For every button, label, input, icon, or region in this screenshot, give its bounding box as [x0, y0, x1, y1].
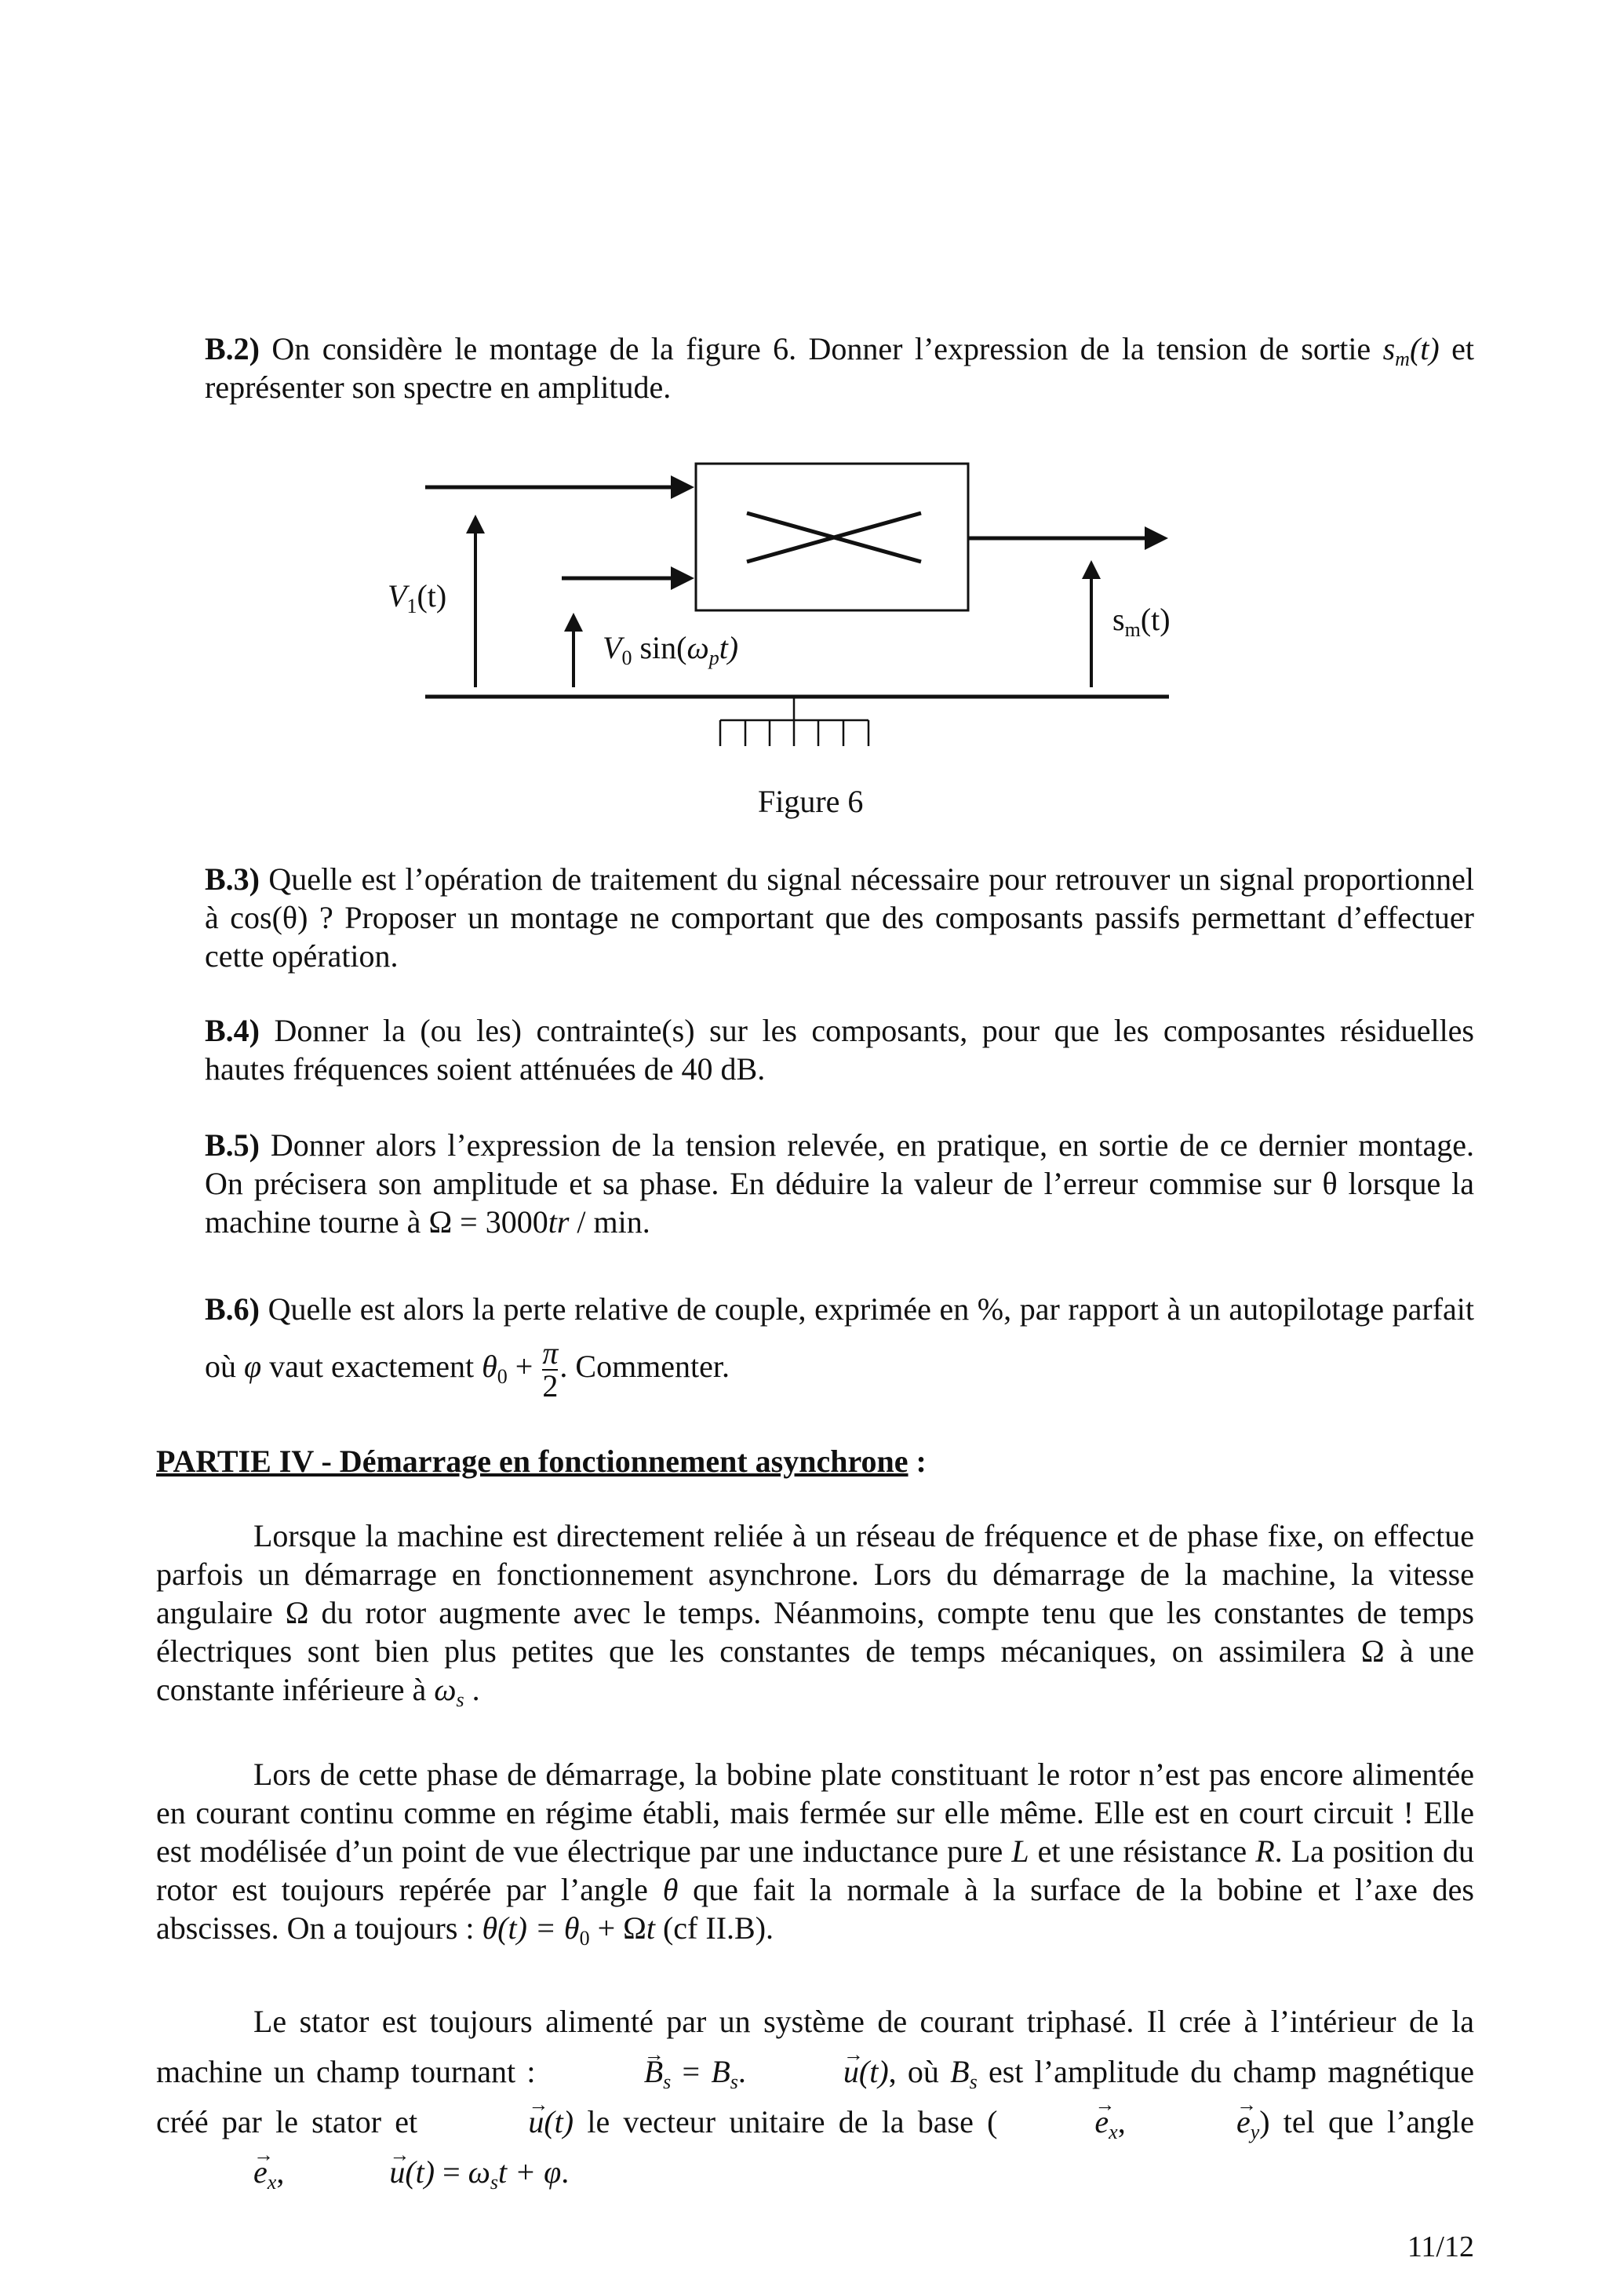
text-segment: θ [482, 1349, 497, 1385]
v0-subscript: 0 [621, 646, 632, 669]
text-segment: → B [547, 2047, 663, 2097]
text-segment: + Ω [589, 1910, 646, 1946]
v0-omega: ω [686, 630, 709, 665]
paragraph-3 [156, 1997, 1474, 2198]
text-segment: B.3) [205, 861, 260, 897]
v1-symbol: V [388, 578, 407, 614]
text-segment: ω [434, 1672, 457, 1707]
text-segment: θ [662, 1872, 679, 1907]
ground-symbol-icon [720, 697, 868, 746]
text-segment: s [663, 2070, 672, 2093]
text-segment: PARTIE IV - Démarrage en fonctionnement asynchrone [156, 1444, 908, 1479]
text-segment: ω [468, 2154, 490, 2190]
text-segment: Quelle est l’opération de traitement du signal nécessaire pour retrouver un signal proportionnel à cos(θ) ? Proposer un montage ne comportant que des composants passifs permettant d’effectuer cette opération. [205, 861, 1474, 974]
figure-6-multiplier-diagram [0, 0, 1624, 785]
text-segment: t [646, 1910, 655, 1946]
v1-argument: (t) [417, 578, 447, 614]
text-segment: = [435, 2154, 468, 2190]
sm-symbol: s [1112, 602, 1125, 637]
text-segment: → e [1139, 2097, 1251, 2147]
text-segment: B.5) [205, 1127, 260, 1163]
v0-sin: sin( [632, 630, 687, 665]
text-segment: le vecteur unitaire de la base ( [573, 2104, 998, 2139]
v0-argument: t) [719, 630, 739, 665]
text-segment: s [730, 2070, 738, 2093]
question-b3 [205, 860, 1474, 975]
text-segment: , [1117, 2104, 1139, 2139]
paragraph-2 [156, 1755, 1474, 1950]
question-b6 [205, 1281, 1474, 1402]
sm-label [1112, 602, 1171, 641]
text-segment: et une résistance [1029, 1833, 1256, 1869]
fraction-numerator: π [542, 1335, 559, 1371]
text-segment: t + φ [498, 2154, 562, 2190]
text-segment: : [908, 1444, 927, 1479]
text-segment: est l’amplitude du champ magnétique créé par le stator et [156, 2054, 1474, 2139]
text-segment: B.6) [205, 1291, 260, 1327]
fraction [542, 1335, 559, 1404]
text-segment: vaut exactement [261, 1349, 482, 1385]
text-segment: → u [431, 2097, 544, 2147]
text-segment: s [456, 1688, 464, 1711]
text-segment: Donner alors l’expression de la tension relevée, en pratique, en sortie de ce dernier montage. On précisera son amplitude et sa phase. En déduire la valeur de l’erreur commise sur θ lorsque la machine tourne à [205, 1127, 1474, 1240]
text-segment: . Commenter. [559, 1349, 730, 1385]
text-segment: , [276, 2154, 293, 2190]
text-segment: Donner la (ou les) contrainte(s) sur les composants, pour que les composantes résiduelles hautes fréquences soient atténuées de 40 dB. [205, 1013, 1474, 1087]
text-segment: θ(t) = θ [482, 1910, 580, 1946]
text-segment: . [642, 1204, 650, 1240]
text-segment: . [737, 2054, 746, 2089]
text-segment: tr [548, 1204, 570, 1240]
text-segment: (t) [858, 2054, 889, 2089]
section-heading-partie-iv [156, 1442, 1474, 1480]
text-segment: → e [156, 2147, 268, 2198]
fraction-denominator: 2 [542, 1368, 559, 1404]
text-segment: / min [569, 1204, 643, 1240]
sm-argument: (t) [1140, 602, 1171, 637]
text-segment: φ [244, 1349, 262, 1385]
text-segment: = [671, 2054, 712, 2089]
text-segment: que fait la normale à la surface de la bobine et l’axe des abscisses. On a toujours : [156, 1872, 1474, 1946]
v1-label [388, 578, 447, 617]
text-segment: . [464, 1672, 480, 1707]
text-segment: . [561, 2154, 570, 2190]
text-segment: B [950, 2054, 970, 2089]
text-segment: s [969, 2070, 978, 2093]
paragraph-1 [156, 1517, 1474, 1709]
v0-symbol: V [603, 630, 622, 665]
text-segment: → u [292, 2147, 405, 2198]
text-segment: L [1011, 1833, 1029, 1869]
figure-caption: Figure 6 [758, 784, 864, 819]
text-segment: (t) [405, 2154, 435, 2190]
text-segment: (t) [544, 2104, 574, 2139]
text-segment: Ω = 3000 [428, 1204, 548, 1240]
text-segment: s [1382, 331, 1396, 366]
text-segment: , où [888, 2054, 951, 2089]
sm-subscript: m [1124, 618, 1141, 641]
v1-subscript: 1 [406, 595, 417, 617]
text-segment: x [1109, 2121, 1118, 2143]
page-number: 11/12 [1407, 2230, 1474, 2263]
text-segment: Quelle est alors la perte relative de couple, exprimée en %, par rapport à un autopilotage parfait où [205, 1291, 1474, 1385]
text-segment: B.2) [205, 331, 260, 366]
text-segment: y [1250, 2121, 1260, 2143]
text-segment: (t) [1409, 331, 1440, 366]
text-segment: et représenter son spectre en amplitude. [205, 331, 1474, 405]
question-b4 [205, 1011, 1474, 1088]
text-segment: (cf II.B). [654, 1910, 774, 1946]
text-segment: Lorsque la machine est directement reliée à un réseau de fréquence et de phase fixe, on effectue parfois un démarrage en fonctionnement asynchrone. Lors du démarrage de la machine, la vitesse angulaire Ω du rotor augmente avec le temps. Néanmoins, compte tenu que les constantes de temps électriques sont bien plus petites que les constantes de temps mécaniques, on assimilera Ω à une constante inférieure à [156, 1518, 1474, 1707]
text-segment: R [1255, 1833, 1275, 1869]
text-segment: → u [746, 2047, 859, 2097]
text-segment: ) tel que l’angle [1259, 2104, 1475, 2139]
text-segment: m [1395, 348, 1410, 370]
question-b5 [205, 1126, 1474, 1241]
text-segment: x [267, 2171, 277, 2194]
v0-omega-subscript: p [708, 646, 719, 669]
text-segment: 0 [497, 1365, 508, 1389]
text-segment: Lors de cette phase de démarrage, la bobine plate constituant le rotor n’est pas encore alimentée en courant continu comme en régime établi, mais fermée sur elle même. Elle est en court circuit ! Elle est modélisée d’un point de vue électrique par une inductance pure [156, 1757, 1474, 1869]
text-segment: 0 [579, 1927, 590, 1950]
text-segment: B.4) [205, 1013, 260, 1048]
text-segment: → e [997, 2097, 1109, 2147]
text-segment: On considère le montage de la figure 6. Donner l’expression de la tension de sortie [260, 331, 1383, 366]
v0-label [603, 630, 739, 669]
text-segment: Le stator est toujours alimenté par un système de courant triphasé. Il crée à l’intérieur de la machine un champ tournant : [156, 2004, 1474, 2089]
text-segment: . La position du rotor est toujours repérée par l’angle [156, 1833, 1474, 1907]
text-segment: B [711, 2054, 730, 2089]
text-segment: + [507, 1349, 541, 1385]
text-segment: s [490, 2171, 499, 2194]
